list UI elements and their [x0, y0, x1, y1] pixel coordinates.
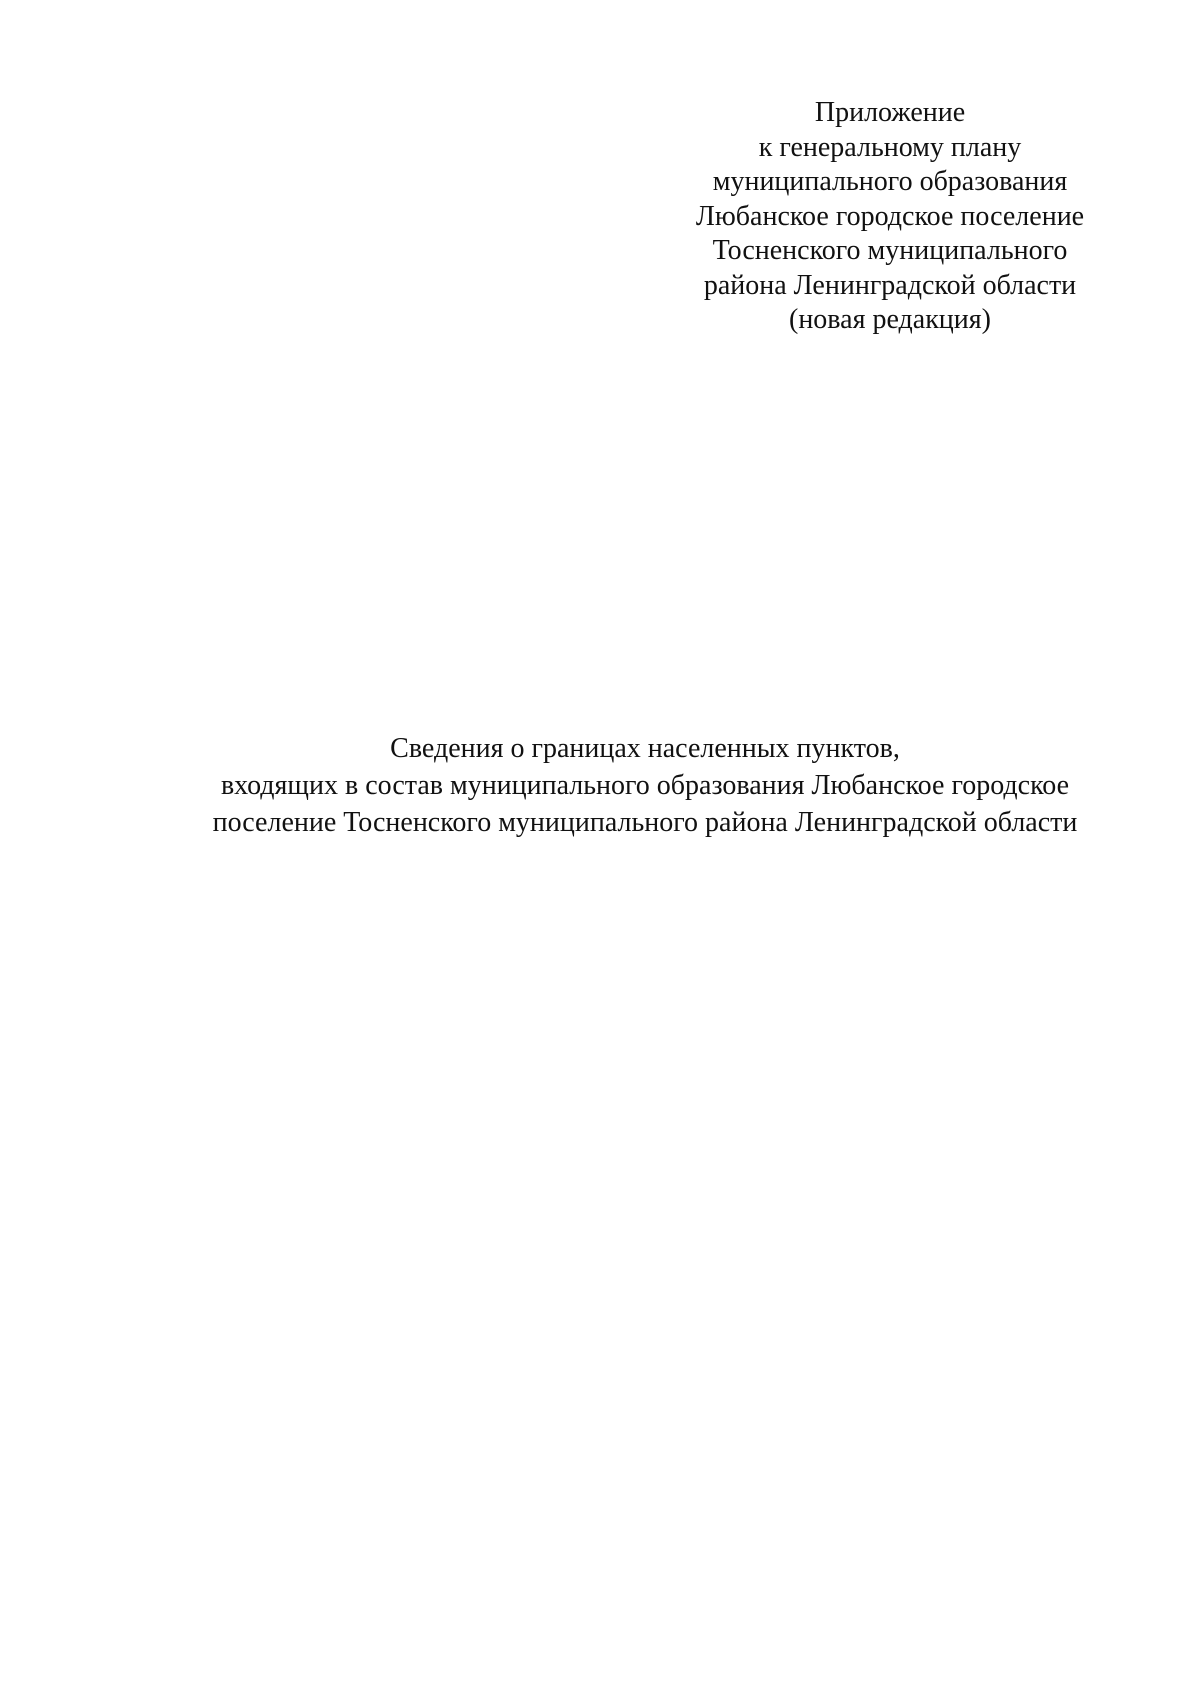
appendix-header — [660, 96, 1120, 338]
title-line: поселение Тосненского муниципального района Ленинградской области — [212, 807, 1078, 838]
title-line: входящих в состав муниципального образования Любанское городское — [220, 770, 1070, 801]
appendix-line: (новая редакция) — [789, 304, 991, 335]
appendix-line: района Ленинградской области — [703, 269, 1077, 301]
appendix-line: Тосненского муниципального — [712, 235, 1068, 266]
title-line: Сведения о границах населенных пунктов, — [390, 733, 900, 764]
appendix-line: Любанское городское поселение — [695, 200, 1085, 232]
appendix-line: муниципального образования — [712, 166, 1068, 197]
document-title — [100, 730, 1190, 841]
appendix-line: Приложение — [814, 97, 966, 128]
appendix-line: к генеральному плану — [758, 131, 1022, 163]
